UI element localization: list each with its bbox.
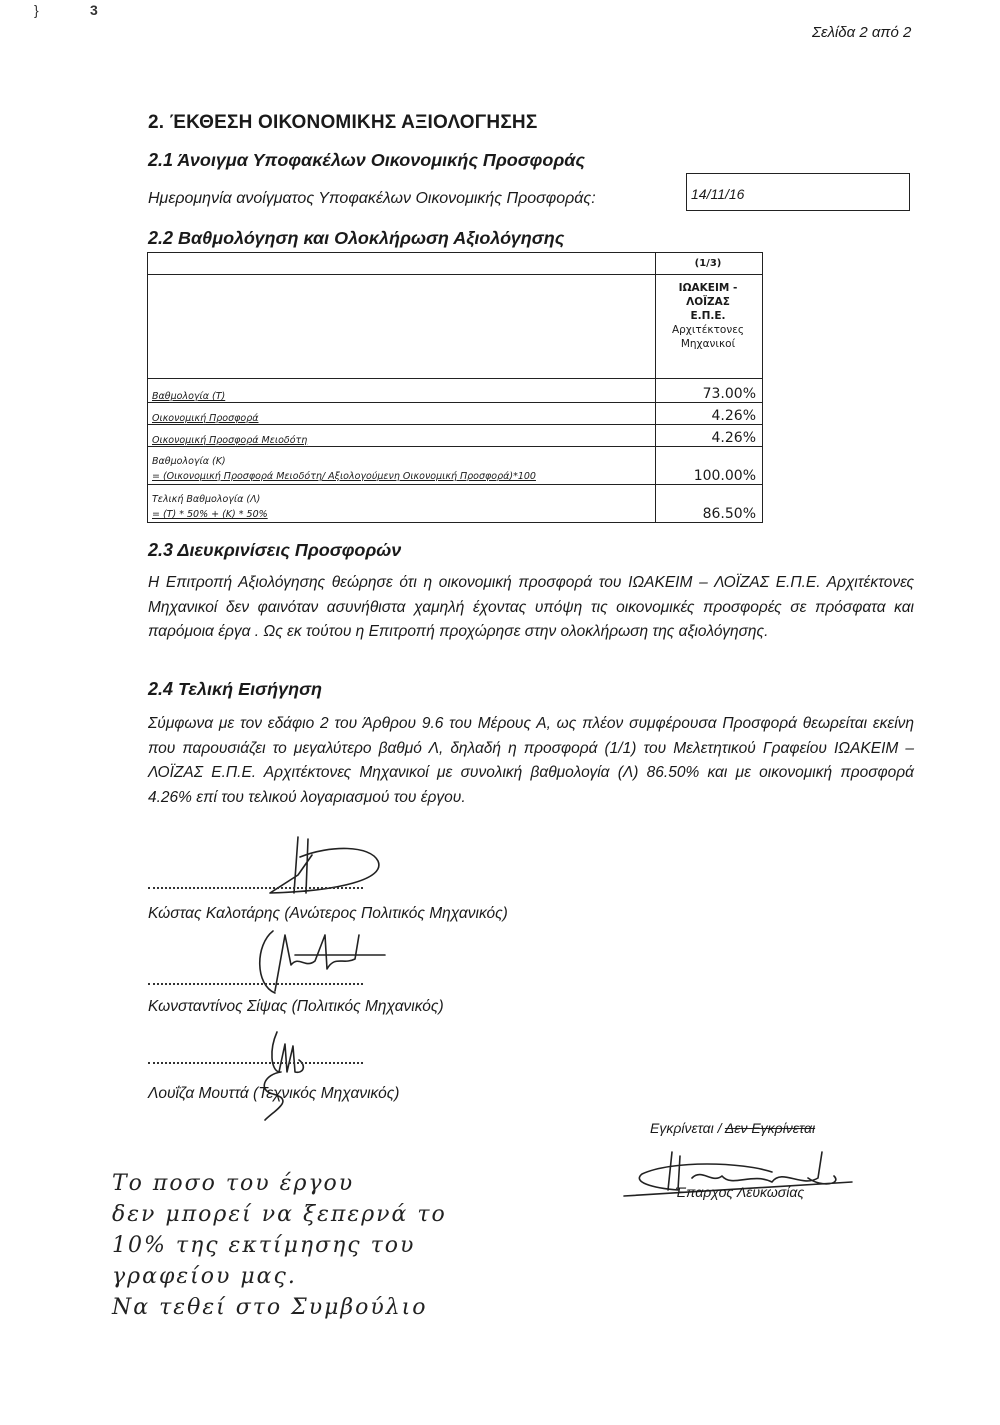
- row-value: 100.00%: [656, 447, 763, 485]
- heading-2-2: 2.2 Βαθμολόγηση και Ολοκλήρωση Αξιολόγησης: [148, 228, 565, 248]
- approval-status: [650, 1120, 815, 1136]
- scan-mark: }: [34, 2, 39, 18]
- handwritten-line: γραφείου μας.: [112, 1264, 297, 1289]
- authority-title: Έπαρχος Λευκωσίας: [675, 1184, 805, 1200]
- date-label: Ημερομηνία ανοίγματος Υποφακέλων Οικονομικής Προσφοράς:: [148, 190, 596, 207]
- handwritten-line: 10% της εκτίμησης του: [112, 1233, 416, 1258]
- row-label: Οικονομική Προσφορά: [148, 403, 656, 425]
- heading-2-4: 2.4 Τελική Εισήγηση: [148, 679, 323, 699]
- bidder-name-line: Μηχανικοί: [680, 338, 736, 350]
- row-value: 4.26%: [656, 425, 763, 447]
- table-row: [148, 403, 763, 425]
- heading-2-3: 2.3 Διευκρινίσεις Προσφορών: [148, 540, 402, 560]
- bidder-name-line: Αρχιτέκτονες: [671, 324, 745, 336]
- table-row: [148, 485, 763, 523]
- handwritten-line: Να τεθεί στο Συμβούλιο: [112, 1295, 428, 1320]
- approved-option: Εγκρίνεται /: [650, 1120, 722, 1136]
- signature-line: [148, 1062, 363, 1064]
- evaluation-table: [147, 252, 763, 523]
- header-empty-cell: [148, 253, 656, 275]
- row-value: 73.00%: [656, 379, 763, 403]
- column-bidder-name: [656, 275, 763, 379]
- scan-mark: 3: [90, 2, 98, 18]
- handwritten-line: δεν μπορεί να ξεπερνά το: [112, 1202, 447, 1227]
- signature-line: [148, 887, 363, 889]
- date-field: 14/11/16: [686, 173, 910, 211]
- section-title: 2. ΈΚΘΕΣΗ ΟΙΚΟΝΟΜΙΚΗΣ ΑΞΙΟΛΟΓΗΣΗΣ: [148, 112, 538, 133]
- heading-2-1: 2.1 Άνοιγμα Υποφακέλων Οικονομικής Προσφοράς: [148, 150, 585, 170]
- clarifications-paragraph: Η Επιτροπή Αξιολόγησης θεώρησε ότι η οικονομική προσφορά του ΙΩΑΚΕΙΜ – ΛΟΪΖΑΣ Ε.Π.Ε. Αρχιτέκτονες Μηχανικοί δεν φαινόταν ασυνήθιστα χαμηλή έχοντας υπόψη τις οικονομικές προσφορές σε πρόσφατα και παρόμοια έργα . Ως εκ τούτου η Επιτροπή προχώρησε στην ολοκλήρωση της αξιολόγησης.: [148, 574, 914, 640]
- signature-1-icon: [250, 835, 390, 895]
- signature-line: [148, 983, 363, 985]
- row-label: Βαθμολογία (Τ): [148, 379, 656, 403]
- table-header-row: [148, 253, 763, 275]
- row-label: Τελική Βαθμολογία (Λ) = (Τ) * 50% + (Κ) * 50%: [148, 485, 656, 523]
- bidder-name-line: Ε.Π.Ε.: [690, 310, 726, 322]
- table-row: [148, 425, 763, 447]
- table-header-row: [148, 275, 763, 379]
- not-approved-option-struck: Δεν Εγκρίνεται: [724, 1120, 816, 1136]
- bidder-name-line: ΛΟΪΖΑΣ: [686, 296, 730, 308]
- row-value: 86.50%: [656, 485, 763, 523]
- recommendation-paragraph: Σύμφωνα με τον εδάφιο 2 του Άρθρου 9.6 του Μέρους Α, ως πλέον συμφέρουσα Προσφορά θεωρείται εκείνη που παρουσιάζει το μεγαλύτερο βαθμό Λ, δηλαδή η προσφορά (1/1) του Μελετητικού Γραφείου ΙΩΑΚΕΙΜ – ΛΟΪΖΑΣ Ε.Π.Ε. Αρχιτέκτονες Μηχανικοί με συνολική βαθμολογία (Λ) 86.50% και με οικονομική προσφορά 4.26% επί του τελικού λογαριασμού του έργου.: [148, 715, 914, 806]
- row-label: Βαθμολογία (Κ) = (Οικονομική Προσφορά Μειοδότη/ Αξιολογούμενη Οικονομική Προσφορά)*100: [148, 447, 656, 485]
- table-row: [148, 379, 763, 403]
- signatory-name: Λουΐζα Μουττά (Τεχνικός Μηχανικός): [148, 1085, 400, 1102]
- signature-3-icon: [255, 1030, 345, 1120]
- page-number: Σελίδα 2 από 2: [812, 24, 912, 41]
- handwritten-note: [112, 1168, 447, 1323]
- row-label: Οικονομική Προσφορά Μειοδότη: [148, 425, 656, 447]
- column-number: (1/3): [656, 253, 763, 275]
- row-value: 4.26%: [656, 403, 763, 425]
- header-empty-cell: [148, 275, 656, 379]
- table-row: [148, 447, 763, 485]
- signatory-name: Κώστας Καλοτάρης (Ανώτερος Πολιτικός Μηχανικός): [148, 905, 508, 922]
- signatory-name: Κωνσταντίνος Σίψας (Πολιτικός Μηχανικός): [148, 998, 444, 1015]
- bidder-name-line: ΙΩΑΚΕΙΜ -: [678, 282, 738, 294]
- handwritten-line: Το ποσο του έργου: [112, 1171, 355, 1196]
